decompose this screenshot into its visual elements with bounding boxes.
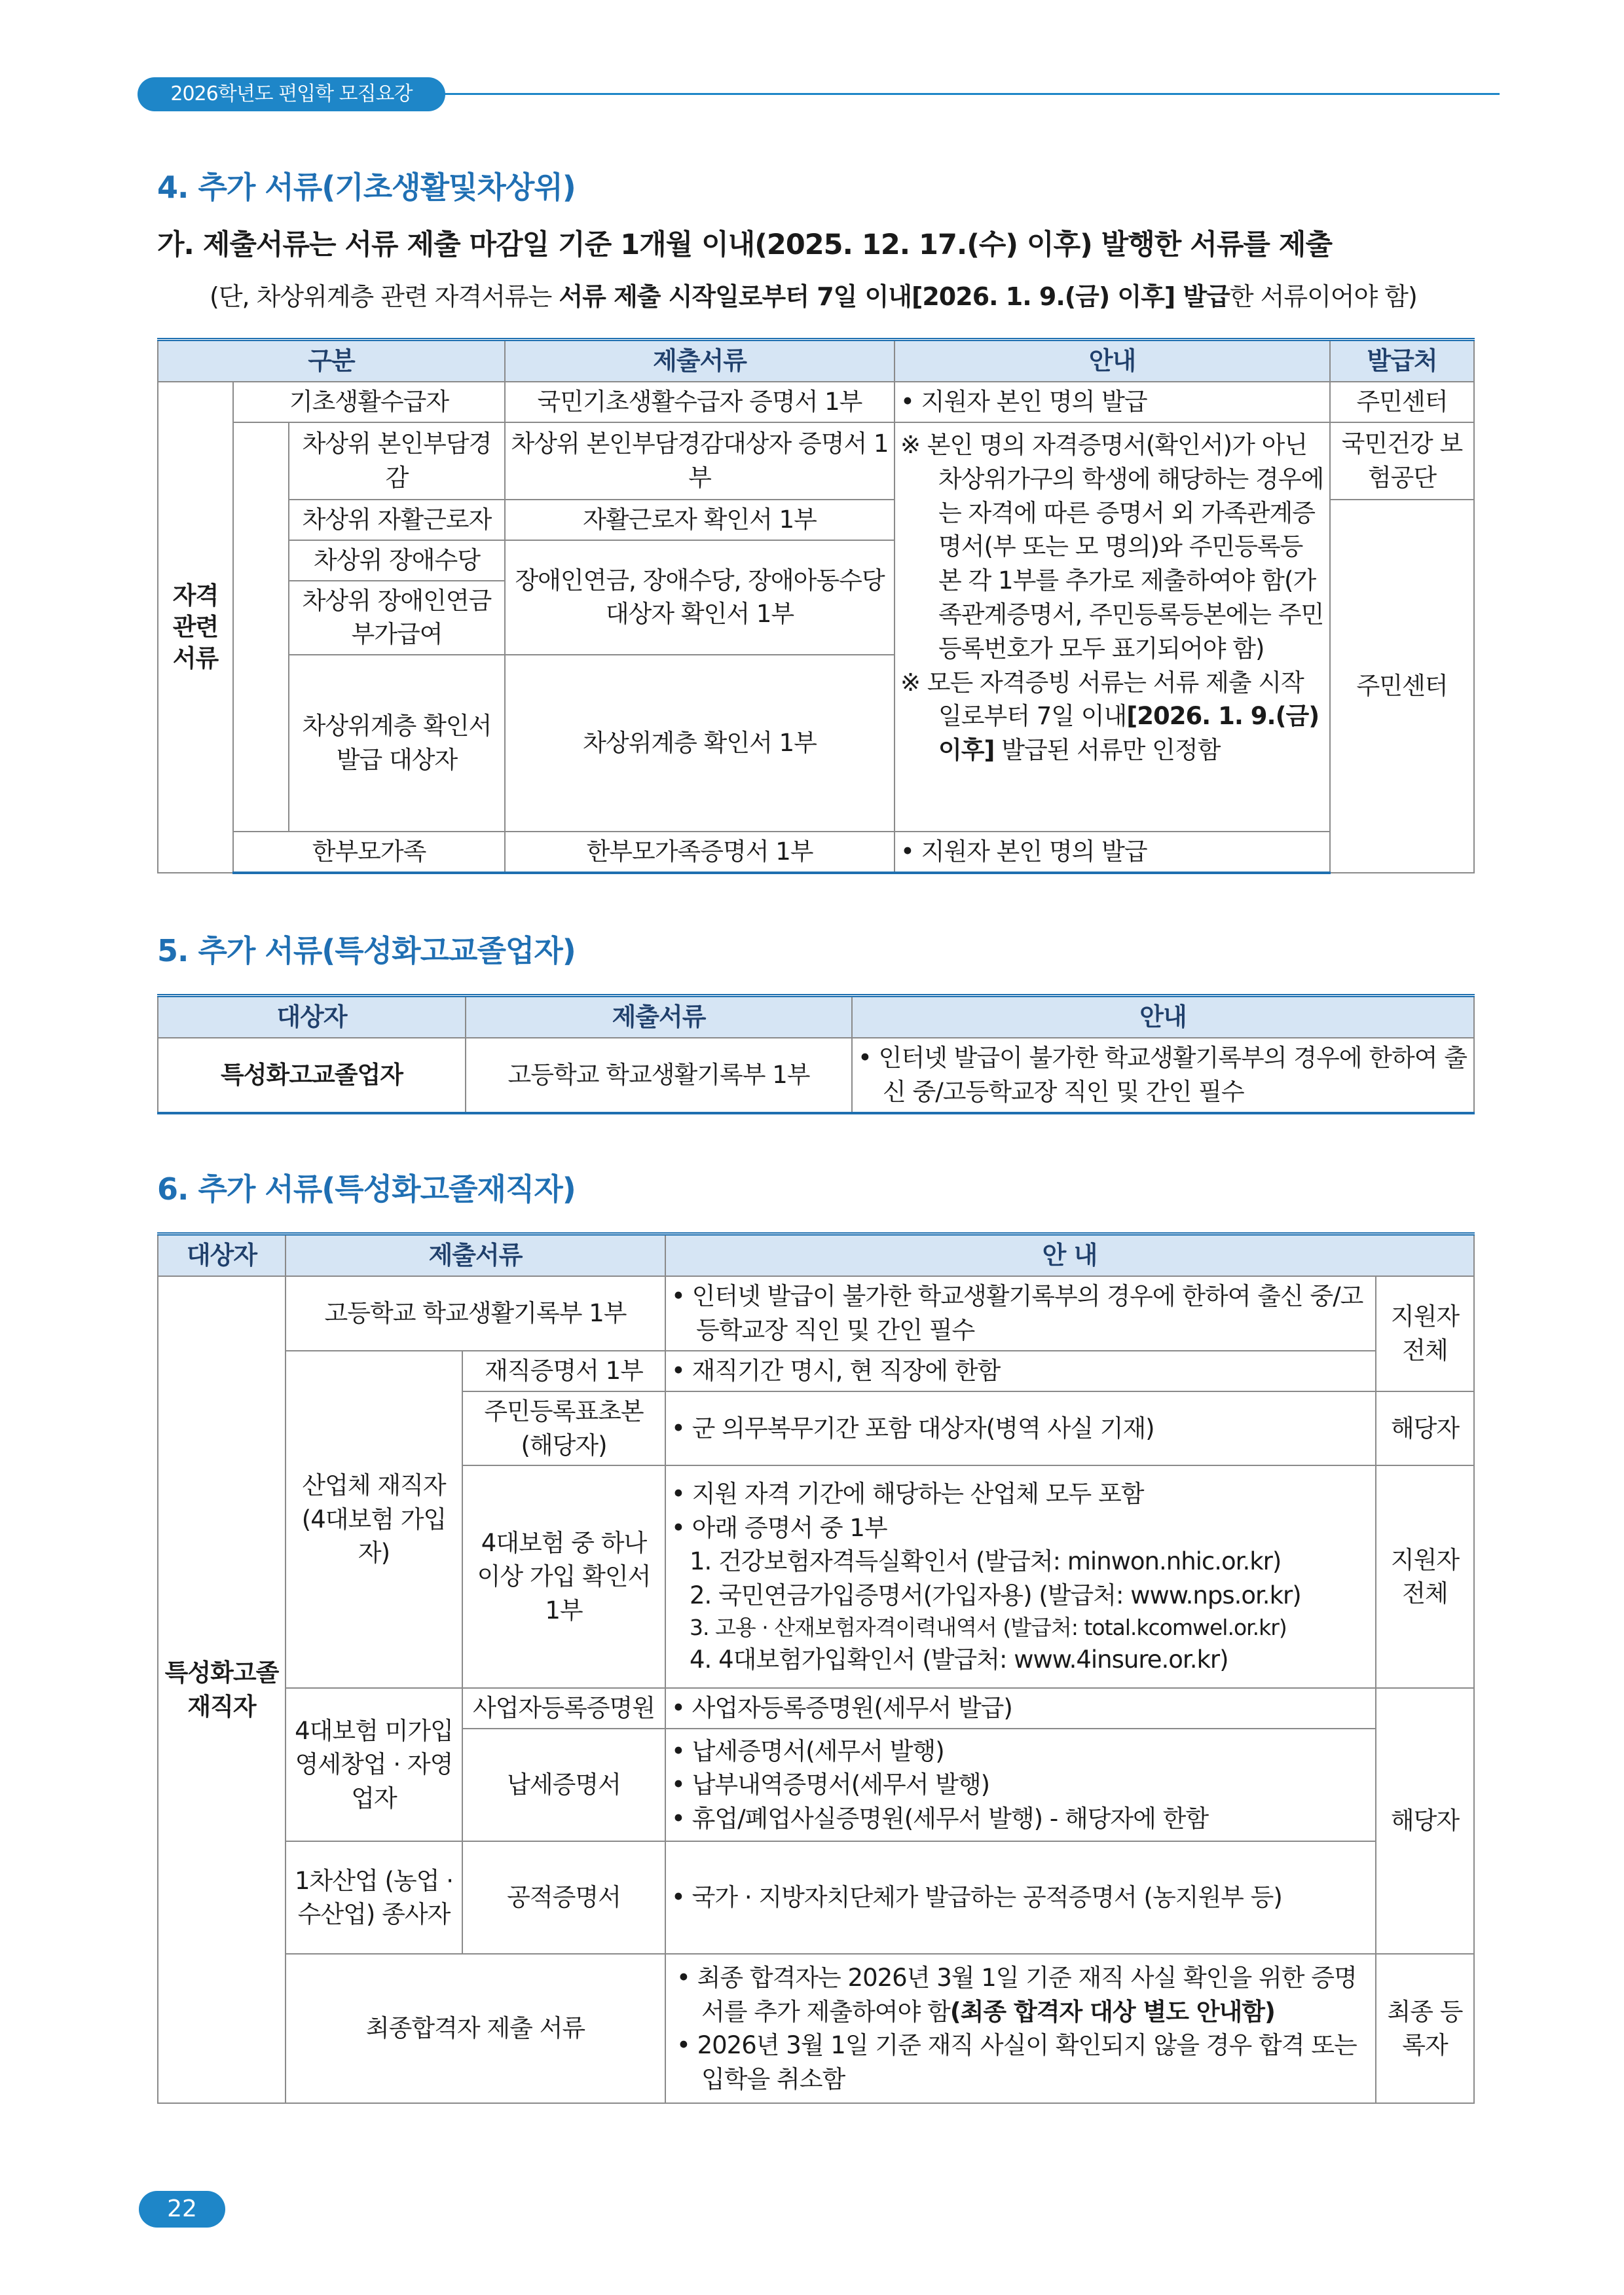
issuer-cell: 최종 등록자 <box>1376 1954 1474 2103</box>
col-header: 안내 <box>852 996 1474 1038</box>
note-cell: • 지원 자격 기간에 해당하는 산업체 모두 포함 • 아래 증명서 중 1부 1. 건강보험자격득실확인서 (발급처: minwon.nhic.or.kr) 2. 국민연금가입증명서(가입자용) (발급처: www.nps.or.kr) 3. 고용 · 산재보험자격이력내역서 (발급처: total.kcomwel.or.kr) 4. 4대보험가입확인서 (발급처: www.4insure.or.kr) <box>665 1465 1376 1688</box>
row-label: 한부모가족 <box>233 832 505 873</box>
issuer-cell: 지원자 전체 <box>1376 1276 1474 1391</box>
row-label: 기초생활수급자 <box>233 382 505 422</box>
issuer-cell: 해당자 <box>1376 1688 1474 1954</box>
row-note: ※ 본인 명의 자격증명서(확인서)가 아닌 차상위가구의 학생에 해당하는 경우에는 자격에 따른 증명서 외 가족관계증명서(부 또는 모 명의)와 주민등록등본 각 1부를 추가로 제출하여야 함(가족관계증명서, 주민등록등본에는 주민등록번호가 모두 표기되어야 함) ※ 모든 자격증빙 서류는 서류 제출 시작일로부터 7일 이내[2026. 1. 9.(금)이후] 발급된 서류만 인정함 <box>895 422 1330 832</box>
col-header: 구분 <box>158 340 505 382</box>
note-cell: • 인터넷 발급이 불가한 학교생활기록부의 경우에 한하여 출신 중/고등학교장 직인 및 간인 필수 <box>665 1276 1376 1351</box>
industry-label: 산업체 재직자 (4대보험 가입자) <box>286 1351 462 1689</box>
col-header: 제출서류 <box>505 340 895 382</box>
section6-table <box>157 1232 1475 2104</box>
page-number: 22 <box>139 2191 225 2228</box>
issuer-cell: 지원자 전체 <box>1376 1465 1474 1688</box>
section6-title: 6. 추가 서류(특성화고졸재직자) <box>157 1171 576 1207</box>
subgroup-label <box>233 422 289 832</box>
note-cell: • 군 의무복무기간 포함 대상자(병역 사실 기재) <box>665 1391 1376 1466</box>
section4-sub-b: (단, 차상위계층 관련 자격서류는 서류 제출 시작일로부터 7일 이내[2026. 1. 9.(금) 이후] 발급한 서류이어야 함) <box>210 282 1417 311</box>
row-label: 차상위 본인부담경감 <box>289 422 505 500</box>
row-issuer: 주민센터 <box>1330 500 1474 873</box>
doc-cell: 재직증명서 1부 <box>462 1351 665 1391</box>
col-header: 제출서류 <box>286 1234 665 1277</box>
row-issuer: 주민센터 <box>1330 382 1474 422</box>
doc-cell: 고등학교 학교생활기록부 1부 <box>286 1276 665 1351</box>
note-cell: • 재직기간 명시, 현 직장에 한함 <box>665 1351 1376 1391</box>
doc-cell: 주민등록표초본 (해당자) <box>462 1391 665 1466</box>
note-cell: • 납세증명서(세무서 발행) • 납부내역증명서(세무서 발행) • 휴업/폐업사실증명원(세무서 발행) - 해당자에 한함 <box>665 1729 1376 1841</box>
row-note: • 지원자 본인 명의 발급 <box>895 832 1330 873</box>
col-header: 제출서류 <box>466 996 852 1038</box>
note-cell: • 인터넷 발급이 불가한 학교생활기록부의 경우에 한하여 출신 중/고등학교장 직인 및 간인 필수 <box>852 1038 1474 1113</box>
section4-title: 4. 추가 서류(기초생활및차상위) <box>157 170 576 205</box>
self-label: 4대보험 미가입 영세창업 · 자영업자 <box>286 1688 462 1841</box>
row-doc: 국민기초생활수급자 증명서 1부 <box>505 382 895 422</box>
col-header: 안내 <box>895 340 1330 382</box>
issuer-cell: 해당자 <box>1376 1391 1474 1466</box>
target-cell: 특성화고졸 재직자 <box>158 1276 286 2103</box>
doc-cell: 4대보험 중 하나 이상 가입 확인서 1부 <box>462 1465 665 1688</box>
target-cell: 특성화고교졸업자 <box>158 1038 466 1113</box>
doc-cell: 사업자등록증명원 <box>462 1688 665 1729</box>
row-doc: 차상위 본인부담경감대상자 증명서 1부 <box>505 422 895 500</box>
col-header: 안 내 <box>665 1234 1474 1277</box>
row-doc: 장애인연금, 장애수당, 장애아동수당 대상자 확인서 1부 <box>505 540 895 655</box>
section5-title: 5. 추가 서류(특성화고교졸업자) <box>157 933 576 968</box>
row-doc: 차상위계층 확인서 1부 <box>505 655 895 832</box>
doc-cell: 납세증명서 <box>462 1729 665 1841</box>
row-note: • 지원자 본인 명의 발급 <box>895 382 1330 422</box>
note-cell: • 사업자등록증명원(세무서 발급) <box>665 1688 1376 1729</box>
section4-sub-a: 가. 제출서류는 서류 제출 마감일 기준 1개월 이내(2025. 12. 17.(수) 이후) 발행한 서류를 제출 <box>157 229 1332 261</box>
header-rule <box>432 93 1500 95</box>
section4-table <box>157 338 1475 874</box>
row-label: 차상위 장애인연금 부가급여 <box>289 581 505 655</box>
section5-table <box>157 994 1475 1114</box>
note-cell: • 최종 합격자는 2026년 3월 1일 기준 재직 사실 확인을 위한 증명서를 추가 제출하여야 함(최종 합격자 대상 별도 안내함) • 2026년 3월 1일 기준 재직 사실이 확인되지 않을 경우 합격 또는 입학을 취소함 <box>665 1954 1376 2103</box>
doc-cell: 공적증명서 <box>462 1841 665 1954</box>
col-header: 대상자 <box>158 1234 286 1277</box>
note-cell: • 국가 · 지방자치단체가 발급하는 공적증명서 (농지원부 등) <box>665 1841 1376 1954</box>
row-label: 차상위계층 확인서 발급 대상자 <box>289 655 505 832</box>
col-header: 발급처 <box>1330 340 1474 382</box>
col-header: 대상자 <box>158 996 466 1038</box>
primary-label: 1차산업 (농업 · 수산업) 종사자 <box>286 1841 462 1954</box>
final-label: 최종합격자 제출 서류 <box>286 1954 665 2103</box>
row-label: 차상위 자활근로자 <box>289 500 505 540</box>
row-label: 차상위 장애수당 <box>289 540 505 581</box>
row-doc: 자활근로자 확인서 1부 <box>505 500 895 540</box>
row-doc: 한부모가족증명서 1부 <box>505 832 895 873</box>
doc-cell: 고등학교 학교생활기록부 1부 <box>466 1038 852 1113</box>
row-issuer: 국민건강 보험공단 <box>1330 422 1474 500</box>
group-label: 자격 관련 서류 <box>158 382 233 873</box>
header-title: 2026학년도 편입학 모집요강 <box>138 77 445 111</box>
